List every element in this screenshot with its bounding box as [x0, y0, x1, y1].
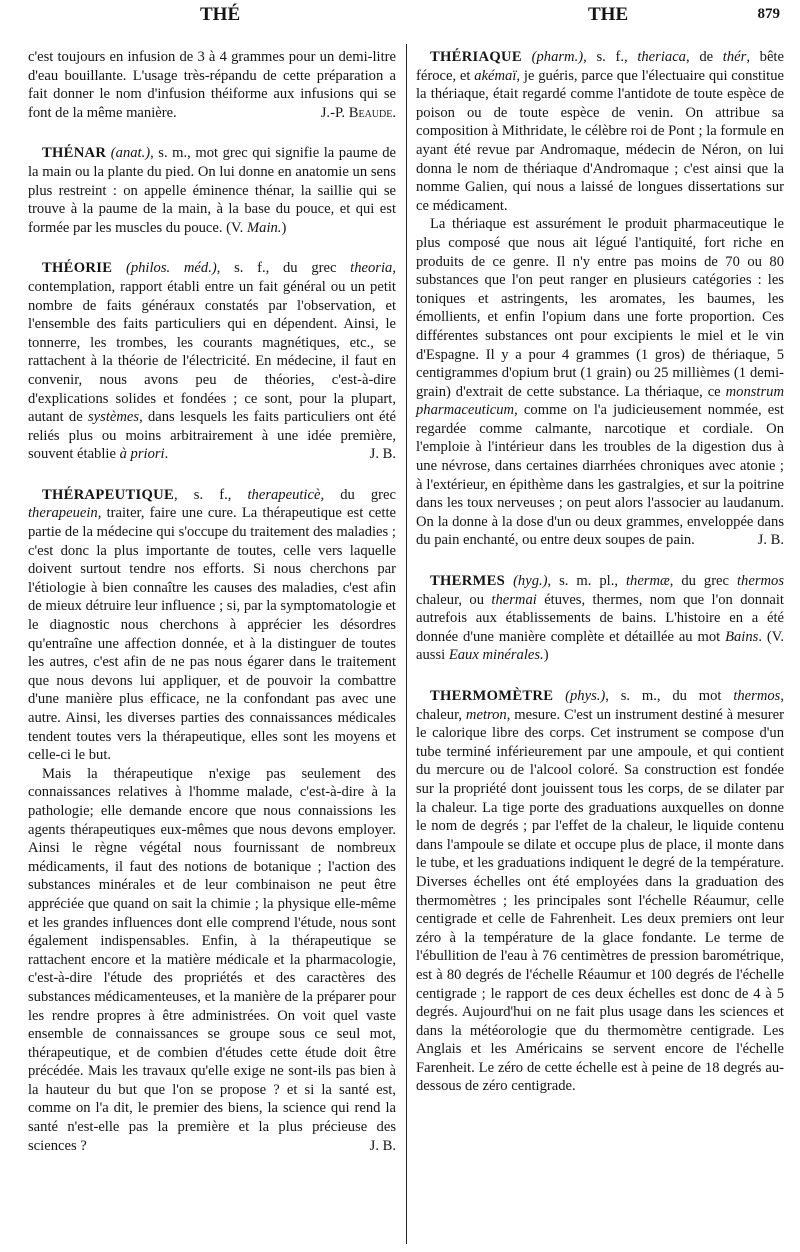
entry-text: chaleur, ou	[416, 591, 492, 608]
entry-headword: THERMOMÈTRE	[430, 688, 554, 704]
italic-word: à priori	[119, 446, 165, 463]
page-number: 879	[757, 6, 780, 22]
entry-theriaque	[416, 48, 784, 550]
entry-text: , s. f.,	[583, 49, 638, 65]
entry-label: (philos. méd.)	[125, 260, 217, 277]
greek-word: akémaï	[474, 67, 517, 84]
latin-word: thermæ	[625, 573, 670, 590]
entry-text: , je guéris, parce que l'électuaire qui constitue la thériaque, était regardé comme l'antidote de toute espèce de poison ou de toute espèce de venin. On attribue sa composition à Mithridate, le célèbre roi de Pont ; la formule en ayant été revue par Andromaque, médecin de Néron, on lui donna le nom de thériaque d'Andromaque ; c'est ainsi que la nomme Galien, qui nous a laissé de longues dissertations sur ce médicament.	[416, 67, 784, 214]
entry-continuation	[28, 48, 396, 122]
entry-paragraph: Mais la thérapeutique n'exige pas seulement des connaissances relatives à l'homme malade, c'est-à-dire à la pathologie; elle demande encore que nous connaissions les agents thérapeutiques eux-mêmes que nous devons employer. Ainsi le règne végétal nous fournissant de nombreux médicaments, il faut des notions de botanique ; l'action des substances minérales et de leur combinaison ne peut être appréciée que quand on sait la chimie ; la physique elle-même et les grandes influences dont elle comprend l'étude, nous sont également indispensables. Enfin, à la thérapeutique se rattachent encore et la matière médicale et la pharmacologie, c'est-à-dire l'étude des propriétés et des caractères des substances médicamenteuses, et la manière de la préparer pour les rendre propres à être administrées. On voit quel vaste ensemble de connaissances se groupe sous ce seul mot, thérapeutique, et de combien d'études cette étude doit être précédée. Mais les travaux qu'elle exige ne sont-ils pas bien à la hauteur du but que l'on se propose ? et si la santé est, comme on l'a dit, le premier des biens, la science qui rend la santé n'est-elle pas la première et la plus précieuse des sciences ?	[28, 765, 396, 1154]
entry-signature: J. B.	[757, 532, 784, 549]
entry-text: , chaleur,	[416, 688, 784, 723]
entry-paragraph: La thériaque est assurément le produit pharmaceutique le plus composé que nous ait légué l'antiquité, fort riche en produits de ce genre. Il n'y entre pas moins de 70 ou 80 substances que l'on peut ranger en plusieurs catégories : les toniques et astringents, les aromates, les baumes, les émollients, et enfin l'opium dans une forte proportion. Ces différentes substances ont pour excipients le miel et le vin d'Espagne. Il y a pour 4 grammes (1 gros) de thériaque, 5 centigrammes d'opium brut (1 grain) ou 25 millièmes (1 demi-grain) d'extrait de cette substance. La thériaque, ce	[416, 216, 784, 400]
entry-label: (hyg.)	[513, 573, 548, 590]
entry-text: , mesure. C'est un instrument destiné à mesurer le calorique libre des corps. Cet instrument se compose d'un tube terminé inférieurement par une ampoule, et qui contient du mercure ou de l'alcool coloré. Sa construction est fondée sur la propriété dont jouissent tous les corps, de se dilater par la chaleur. La tige porte des graduations auxquelles on donne le nom de degrés ; par l'effet de la chaleur, le liquide contenu dans l'ampoule se dilate et occupe plus de place, il monte dans le tube, et les graduations indiquent le degré de la température. Diverses échelles ont été employées dans la graduation des thermomètres ; les principales sont l'échelle Réaumur, celle centigrade et celle de Fahrenheit. Les deux premiers ont leur zéro à la température de la glace fondante. Le terme de l'ébullition de l'eau à 76 centimètres de pression barométrique, est à 80 degrés de l'échelle Réaumur et 100 degrés de l'échelle centigrade ; le rapport de ces deux échelles est donc de 4 à 5 degrés. Aujourd'hui on ne fait plus usage dans les sciences et dans la météorologie que du thermomètre centigrade. Les Anglais et les Américains se servent encore de l'échelle Farenheit. Le zéro de cette échelle est à peine de 18 degrés au-dessous de zéro centigrade.	[416, 706, 784, 1095]
greek-word: thermos	[733, 688, 781, 704]
column-divider	[406, 44, 407, 1244]
entry-tail: )	[543, 647, 549, 664]
right-column	[416, 48, 784, 1116]
greek-word: therapeuticè	[247, 486, 321, 503]
entry-paragraph: , comme on l'a judicieusement nommée, est regardée comme calmante, narcotique et cordiale. On l'emploie à l'intérieur dans les troubles de la digestion dus à une névrose, dans certaines diarrhées chroniques avec atonie ; à l'extérieur, en épithème dans les gastralgies, et sur la poitrine dans les toux nerveuses ; on peut alors l'associer au laudanum. On la donne à la dose d'un ou deux grammes, enveloppée dans du pain enchanté, ou entre deux soupes de pain.	[416, 402, 784, 549]
entry-therapeutique	[28, 486, 396, 1155]
entry-tail: )	[281, 219, 287, 236]
entry-signature: J. B.	[369, 446, 396, 463]
entry-headword: THERMES	[430, 573, 506, 590]
italic-phrase: monstrum pharmaceuticum	[416, 383, 784, 419]
left-column	[28, 48, 396, 1175]
entry-text: , traiter, faire une cure. La thérapeutique est cette partie de la médecine qui s'occupe du traitement des maladies ; c'est donc la plus importante de toutes, celle vers laquelle doivent surtout tendre nos efforts. Si nous cherchons par l'étiologie à bien connaître les causes des maladies, c'est afin de mieux détruire leur influence ; si, par la symptomatologie et le diagnostic nous cherchons à apprécier les désordres qu'entraîne une affection donnée, et à la distinguer de toutes les autres, c'est afin de ne pas nous égarer dans le traitement que nous devons lui appliquer, et de pouvoir la combattre d'une manière plus efficace, ne la confondant pas avec une autre. Ainsi, les diverses parties des connaissances médicales tendent toutes vers la thérapeutique, elles sont les moyens et celle-ci le but.	[28, 505, 396, 764]
entry-text: , s. f., du grec	[216, 260, 351, 277]
continuation-text: c'est toujours en infusion de 3 à 4 grammes pour un demi-litre d'eau bouillante. L'usage très-répandu de cette préparation a fait donner le nom d'infusion théiforme aux infusions qui se font de la même manière.	[28, 49, 396, 121]
right-guide-word: THE	[588, 4, 629, 25]
entry-text: , s. m., du mot	[605, 688, 734, 704]
entry-headword: THÉRIAQUE	[430, 49, 522, 65]
left-guide-word: THÉ	[200, 4, 241, 25]
running-head	[20, 2, 780, 40]
entry-theorie	[28, 259, 396, 464]
italic-word: systèmes	[87, 409, 140, 426]
entry-text: .	[164, 446, 169, 463]
entry-text: , bête féroce, et	[416, 49, 784, 84]
cross-reference: Main.	[246, 219, 282, 236]
entry-text: , s. m. pl.,	[547, 573, 626, 590]
entry-text: , dans lesquels les faits particuliers ont été reliés plus ou moins arbitrairement à une idée première, souvent établie	[28, 409, 397, 463]
entry-thermes	[416, 572, 784, 665]
entry-thenar	[28, 144, 396, 237]
entry-label: (anat.)	[110, 145, 151, 162]
greek-word: thér	[722, 49, 747, 65]
latin-word: theriaca	[637, 49, 686, 65]
greek-word: metron	[465, 706, 507, 723]
entry-headword: THÉRAPEUTIQUE	[42, 486, 175, 503]
greek-word: theoria	[350, 260, 393, 277]
entry-text: , s. m., mot grec qui signifie la paume de la main ou la plante du pied. On lui donne en anatomie un sens plus restreint : on appelle éminence thénar, la saillie qui se trouve à la paume de la main, à la base du pouce, et qui est formée par les muscles du pouce. (V.	[28, 145, 397, 236]
cross-reference: Eaux minérales.	[448, 647, 544, 664]
entry-signature: J. B.	[369, 1137, 396, 1154]
greek-word: thermos	[736, 573, 785, 590]
entry-text: , s. f.,	[174, 486, 248, 503]
entry-label: (pharm.)	[531, 49, 584, 65]
entry-headword: THÉNAR	[42, 145, 107, 162]
greek-word: thermai	[491, 591, 537, 608]
entry-text: , contemplation, rapport établi entre un fait général ou un petit nombre de faits généraux constatés par l'observation, et l'ensemble des faits particuliers qui en dépendent. Ainsi, le tonnerre, les trombes, les courants magnétiques, etc., se rattachent à la théorie de l'électricité. En médecine, il faut en convenir, nous avons peu de théories, c'est-à-dire d'explications solides et fondées ; ce sont, pour la plupart, autant de	[28, 260, 396, 426]
entry-text: . (V. aussi	[416, 628, 785, 664]
cross-reference: Bains	[725, 628, 759, 645]
entry-label: (phys.)	[565, 688, 606, 704]
entry-headword: THÉORIE	[42, 260, 113, 277]
greek-word: therapeuein	[28, 505, 98, 522]
entry-text: étuves, thermes, nom que l'on donnait autrefois aux établissements de bains. L'histoire en a été donnée d'une manière complète et détaillée au mot	[416, 591, 784, 645]
entry-signature: J.-P. Beaude.	[320, 104, 396, 121]
entry-text: , du grec	[669, 573, 737, 590]
entry-text: , de	[685, 49, 723, 65]
entry-thermometre	[416, 687, 784, 1096]
entry-text: , du grec	[320, 486, 396, 503]
